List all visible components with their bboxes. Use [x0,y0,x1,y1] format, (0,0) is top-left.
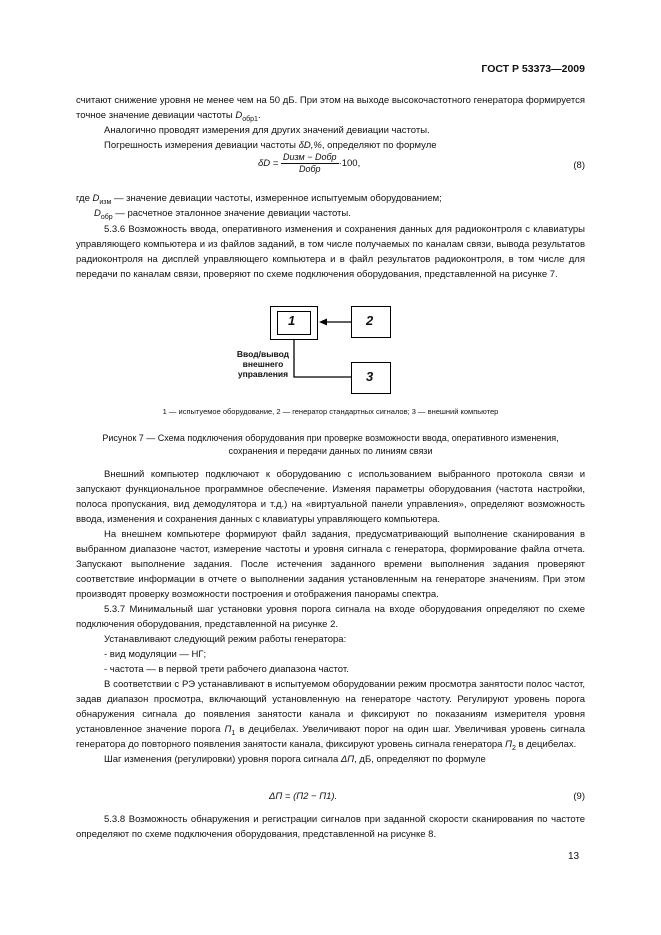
paragraph-generator-mode: Устанавливают следующий режим работы генератора: [104,634,347,645]
io-label: Ввод/вывод внешнего управления [236,349,290,379]
box-2-label: 2 [366,313,374,328]
list-item-modulation: - вид модуляции — НГ; [104,649,207,660]
paragraph-error-intro: Погрешность измерения девиации частоты δD,%, определяют по формуле [104,140,437,151]
external-computer-block [76,467,585,767]
box-3-label: 3 [366,369,374,384]
paragraph-threshold-procedure: В соответствии с РЭ устанавливают в испытуемом оборудовании режим просмотра занятости полос частот, задав диапазон просмотра, включающий установленную на генераторе частоту. Регулируют уровень порога обнаружения сигнала до появления занятости канала и фиксируют по показаниям измерителя уровня установленное значение порога $П_1$ в децибелах. Увеличивают порог на один шаг. Увеличивая уровень сигнала генератора до повторного появления занятости канала, фиксируют уровень сигнала генератора $П_2$ в децибелах. [76,679,585,752]
formula-9: ΔП = (П2 − П1). (9) [269,791,585,802]
paragraph-5-3-7: 5.3.7 Минимальный шаг установки уровня порога сигнала на входе оборудования определяют по схеме подключения оборудования, представленной на рисунке 2. [76,604,585,630]
formula-8: δD = $\frac{\text{Dизм − Dобр}}{\text{Dобр}}$ ·100, (8) [258,152,585,174]
paragraph-task-file: На внешнем компьютере формируют файл задания, предусматривающий выполнение сканирования в выбранном диапазоне частот, измерение частоты и уровня сигнала с генератора, формирование файла отчета. Запускают выполнение задания. После истечения заданного времени выполнения задания проверяют соответствие информации в отчете о выполнении задания установленным на генераторе значениям. При этом производят проверку возможности построения и отображения панорамы спектра. [76,529,585,600]
paragraph-5-3-8: 5.3.8 Возможность обнаружения и регистрации сигналов при заданной скорости сканирования по частоте определяют по схеме подключения оборудования, представленной на рисунке 8. [76,814,585,840]
paragraph-step-intro: Шаг изменения (регулировки) уровня порога сигнала ΔП, дБ, определяют по формуле [104,754,486,765]
paragraph-5-3-6: 5.3.6 Возможность ввода, оперативного изменения и сохранения данных для радиоконтроля с клавиатуры управляющего компьютера и из файлов заданий, в том числе получаемых по каналам связи, вывода результатов радиоконтроля на дисплей управляющего компьютера и в файл результатов радиоконтроля, в том числе для передачи по каналам связи, проверяют по схеме подключения оборудования, представленной на рисунке 7. [76,224,585,280]
paragraph-measurement-result: считают снижение уровня не менее чем на 50 дБ. При этом на выходе высокочастотного генератора формируется точное значение девиации частоты $D_{обр1}$. [76,95,585,123]
standard-header: ГОСТ Р 53373—2009 [481,63,585,75]
page-number: 13 [568,851,580,862]
section-5-3-8 [76,812,585,842]
formula-fraction: $\frac{\text{Dизм − Dобр}}{\text{Dобр}}$ [282,152,337,174]
formula-number-9: (9) [573,791,585,802]
paragraph-repeat-measurements: Аналогично проводят измерения для других значений девиации частоты. [104,125,430,136]
formula-number-8: (8) [573,160,585,171]
box-1-label: 1 [288,313,296,328]
figure-7-legend: 1 — испытуемое оборудование, 2 — генератор стандартных сигналов; 3 — внешний компьютер [162,407,499,416]
where-d-measured: где $D_{изм}$ — значение девиации частоты, измеренное испытуемым оборудованием; [76,193,442,206]
paragraph-external-computer: Внешний компьютер подключают к оборудованию с использованием выбранного протокола связи и запускают функциональное программное обеспечение. Изменяя параметры оборудования (частота настройки, полоса пропускания, вид демодулятора и т.д.) на «виртуальной панели управления», определяют возможность ввода, изменения и сохранения данных с клавиатуры управляющего компьютера. [76,469,585,525]
figure-7-caption: Рисунок 7 — Схема подключения оборудования при проверке возможности ввода, оперативного изменения, сохранения и передачи данных по линиям связи [102,433,559,456]
where-d-reference: $D_{обр}$ — расчетное эталонное значение девиации частоты. [94,208,351,221]
list-item-frequency: - частота — в первой трети рабочего диапазона частот. [104,664,349,675]
arrow-head [319,319,327,326]
io-connector [294,340,351,377]
